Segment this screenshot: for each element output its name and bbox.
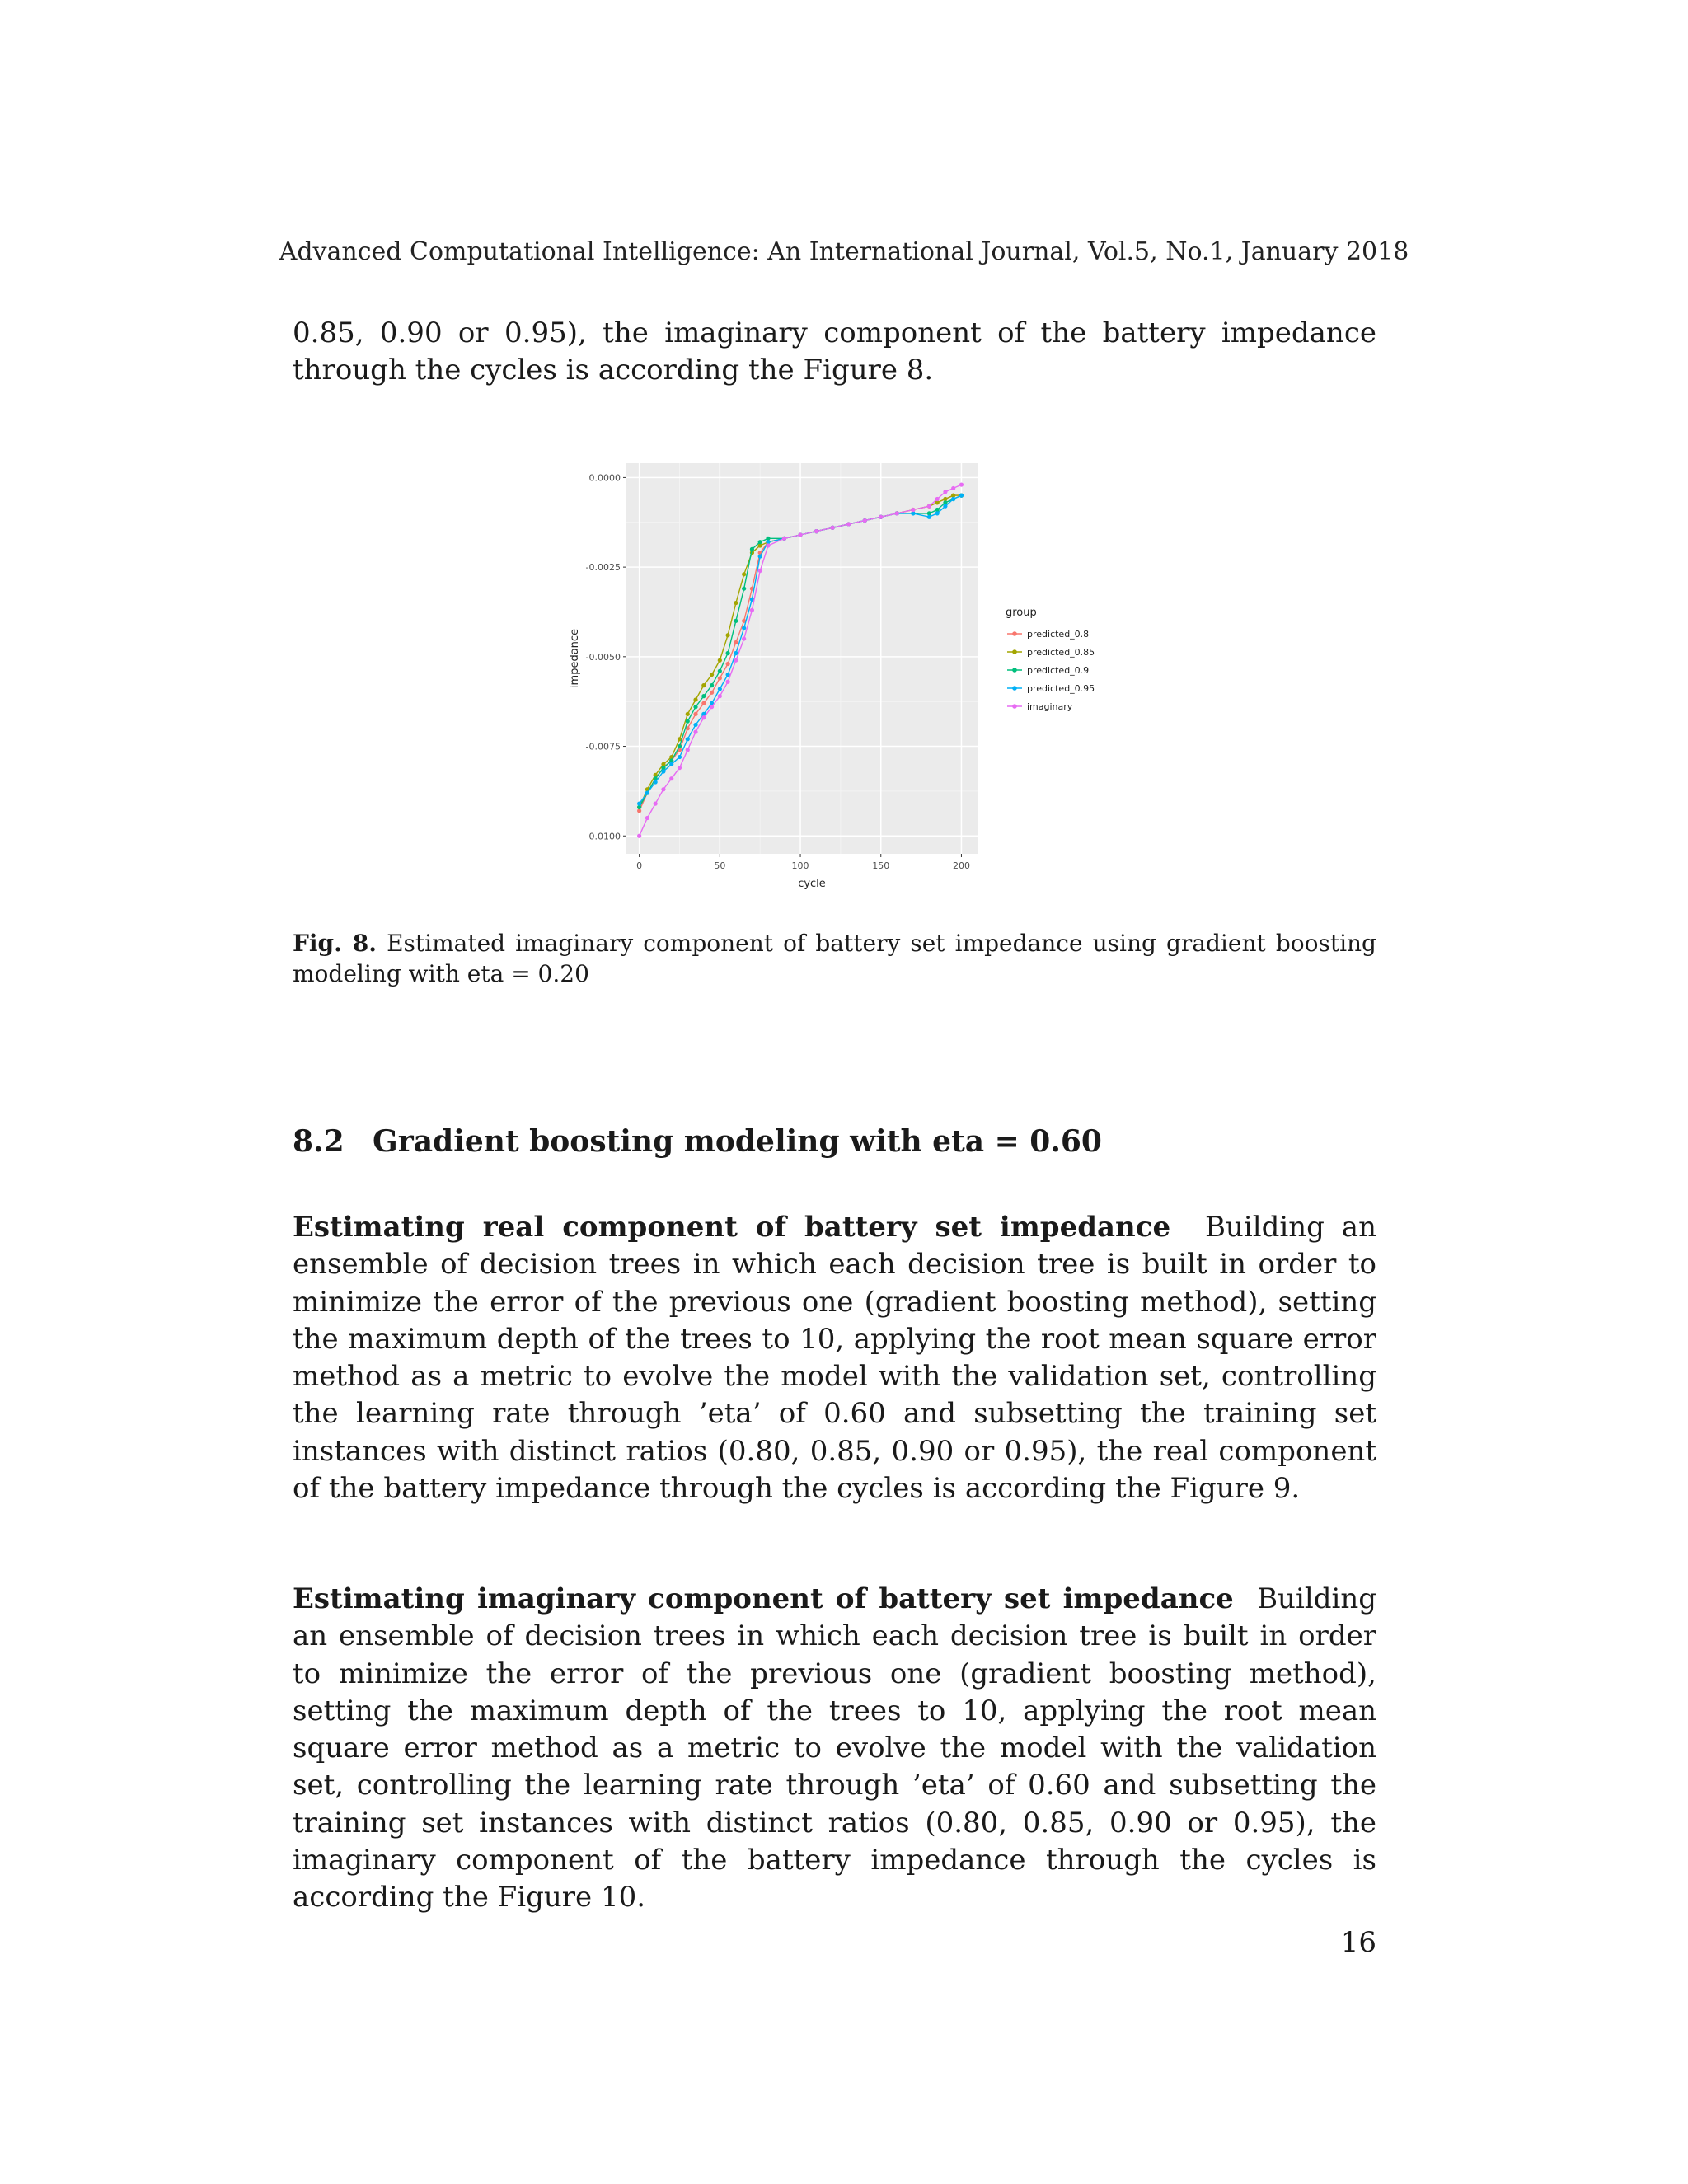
caption-label: Fig. 8. (293, 930, 377, 957)
data-point-imaginary (726, 680, 730, 684)
data-point-predicted_0.85 (693, 697, 697, 701)
data-point-predicted_0.9 (758, 540, 762, 544)
data-point-predicted_0.95 (742, 626, 746, 630)
running-header: Advanced Computational Intelligence: An International Journal, Vol.5, No.1, January 2018 (279, 237, 1409, 266)
data-point-predicted_0.95 (935, 511, 940, 515)
data-point-imaginary (637, 834, 641, 838)
data-point-imaginary (951, 486, 955, 490)
data-point-imaginary (846, 522, 851, 526)
x-tick-label: 150 (872, 860, 890, 871)
data-point-imaginary (718, 694, 722, 698)
data-point-predicted_0.95 (943, 504, 947, 509)
data-point-imaginary (895, 511, 899, 515)
section-heading (293, 1124, 1102, 1159)
data-point-imaginary (766, 543, 770, 547)
data-point-imaginary (693, 730, 697, 734)
data-point-predicted_0.9 (686, 719, 690, 724)
data-point-imaginary (678, 766, 682, 770)
data-point-imaginary (927, 504, 931, 509)
data-point-predicted_0.95 (654, 780, 658, 784)
data-point-predicted_0.95 (686, 737, 690, 741)
data-point-imaginary (661, 787, 665, 791)
legend-label: predicted_0.95 (1027, 683, 1095, 694)
paragraph-imaginary-lead: Estimating imaginary component of battery set impedance (293, 1582, 1234, 1615)
data-point-predicted_0.95 (758, 554, 762, 558)
data-point-imaginary (879, 515, 883, 519)
section-title: Gradient boosting modeling with eta = 0.60 (373, 1124, 1102, 1159)
paragraph-real-lead: Estimating real component of battery set impedance (293, 1211, 1171, 1244)
data-point-predicted_0.95 (734, 651, 738, 655)
data-point-predicted_0.95 (669, 762, 673, 766)
paragraph-real-body: Building an ensemble of decision trees in which each decision tree is built in order to minimize the error of the previous one (gradient boosting method), setting the maximum depth of the trees to 10, applying the root mean square error method as a metric to evolve the model with the validation set, controlling the learning rate through ’eta’ of 0.60 and subsetting the training set instances with distinct ratios (0.80, 0.85, 0.90 or 0.95), the real component of the battery impedance through the cycles is according the Figure 9. (293, 1211, 1376, 1506)
data-point-predicted_0.85 (718, 658, 722, 663)
section-number: 8.2 (293, 1124, 345, 1159)
data-point-predicted_0.8 (734, 640, 738, 644)
data-point-imaginary (710, 705, 714, 709)
data-point-imaginary (701, 715, 706, 719)
legend-label: imaginary (1027, 701, 1073, 712)
page-number: 16 (1340, 1926, 1376, 1959)
legend-title: group (1006, 607, 1037, 619)
legend-label: predicted_0.85 (1027, 647, 1095, 658)
x-tick-label: 0 (636, 860, 643, 871)
data-point-predicted_0.95 (726, 673, 730, 677)
data-point-predicted_0.85 (734, 601, 738, 605)
data-point-predicted_0.9 (710, 683, 714, 687)
data-point-imaginary (959, 482, 964, 486)
plot-panel (626, 463, 978, 854)
x-tick-label: 200 (952, 860, 970, 871)
data-point-imaginary (686, 748, 690, 752)
legend-key-point (1012, 668, 1017, 673)
data-point-predicted_0.8 (693, 712, 697, 716)
data-point-predicted_0.85 (742, 572, 746, 576)
data-point-imaginary (758, 569, 762, 573)
data-point-predicted_0.9 (718, 669, 722, 673)
y-tick-label: -0.0075 (585, 741, 621, 752)
data-point-predicted_0.9 (701, 694, 706, 698)
data-point-predicted_0.95 (951, 497, 955, 501)
paragraph-imaginary-component (293, 1581, 1376, 1917)
caption-text: Estimated imaginary component of battery set impedance using gradient boosting modeling with eta = 0.20 (293, 930, 1376, 987)
data-point-imaginary (782, 537, 786, 541)
data-point-predicted_0.8 (710, 691, 714, 695)
data-point-predicted_0.9 (742, 587, 746, 591)
data-point-predicted_0.9 (693, 705, 697, 709)
data-point-predicted_0.95 (637, 802, 641, 806)
data-point-predicted_0.85 (710, 673, 714, 677)
paragraph-intro: 0.85, 0.90 or 0.95), the imaginary component of the battery impedance through the cycles is according the Figure 8. (293, 316, 1376, 387)
paragraph-imaginary-body: Building an ensemble of decision trees in which each decision tree is built in order to minimize the error of the previous one (gradient boosting method), setting the maximum depth of the trees to 10, applying the root mean square error method as a metric to evolve the model with the validation set, controlling the learning rate through ’eta’ of 0.60 and subsetting the training set instances with distinct ratios (0.80, 0.85, 0.90 or 0.95), the imaginary component of the battery impedance through the cycles is according the Figure 10. (293, 1582, 1376, 1915)
data-point-predicted_0.8 (726, 662, 730, 666)
data-point-predicted_0.9 (726, 651, 730, 655)
y-tick-label: -0.0025 (585, 562, 621, 574)
data-point-predicted_0.95 (693, 723, 697, 727)
data-point-imaginary (863, 518, 867, 523)
data-point-predicted_0.95 (645, 790, 649, 794)
data-point-imaginary (669, 776, 673, 780)
data-point-predicted_0.95 (678, 755, 682, 759)
data-point-predicted_0.95 (718, 687, 722, 691)
legend-key-point (1012, 686, 1017, 691)
x-tick-label: 100 (791, 860, 809, 871)
data-point-imaginary (943, 490, 947, 494)
data-point-predicted_0.85 (726, 633, 730, 637)
x-tick-label: 50 (714, 860, 726, 871)
data-point-predicted_0.9 (678, 744, 682, 748)
figure-8-chart (564, 457, 1116, 902)
legend-key-point (1012, 649, 1017, 654)
data-point-predicted_0.95 (661, 769, 665, 773)
y-tick-label: 0.0000 (588, 472, 621, 484)
data-point-imaginary (645, 816, 649, 820)
data-point-predicted_0.9 (734, 619, 738, 623)
data-point-predicted_0.8 (718, 676, 722, 680)
data-point-imaginary (742, 636, 746, 640)
paragraph-real-component (293, 1209, 1376, 1507)
data-point-predicted_0.95 (959, 494, 964, 498)
data-point-imaginary (734, 658, 738, 663)
data-point-imaginary (798, 532, 802, 537)
data-point-predicted_0.9 (750, 547, 754, 551)
data-point-imaginary (831, 526, 835, 530)
data-point-predicted_0.85 (701, 683, 706, 687)
data-point-imaginary (814, 529, 818, 533)
legend-label: predicted_0.8 (1027, 629, 1090, 640)
y-tick-label: -0.0050 (585, 651, 621, 663)
y-tick-label: -0.0100 (585, 831, 621, 842)
data-point-imaginary (911, 508, 915, 512)
data-point-imaginary (750, 608, 754, 612)
data-point-predicted_0.95 (927, 515, 931, 519)
legend-key-point (1012, 631, 1017, 636)
data-point-predicted_0.85 (686, 712, 690, 716)
legend-key-point (1012, 704, 1017, 709)
data-point-predicted_0.8 (701, 701, 706, 705)
x-axis-label: cycle (798, 878, 826, 890)
data-point-imaginary (935, 497, 940, 501)
legend-label: predicted_0.9 (1027, 665, 1090, 676)
data-point-imaginary (654, 802, 658, 806)
y-axis-label: impedance (569, 628, 581, 689)
figure-caption (293, 928, 1376, 989)
